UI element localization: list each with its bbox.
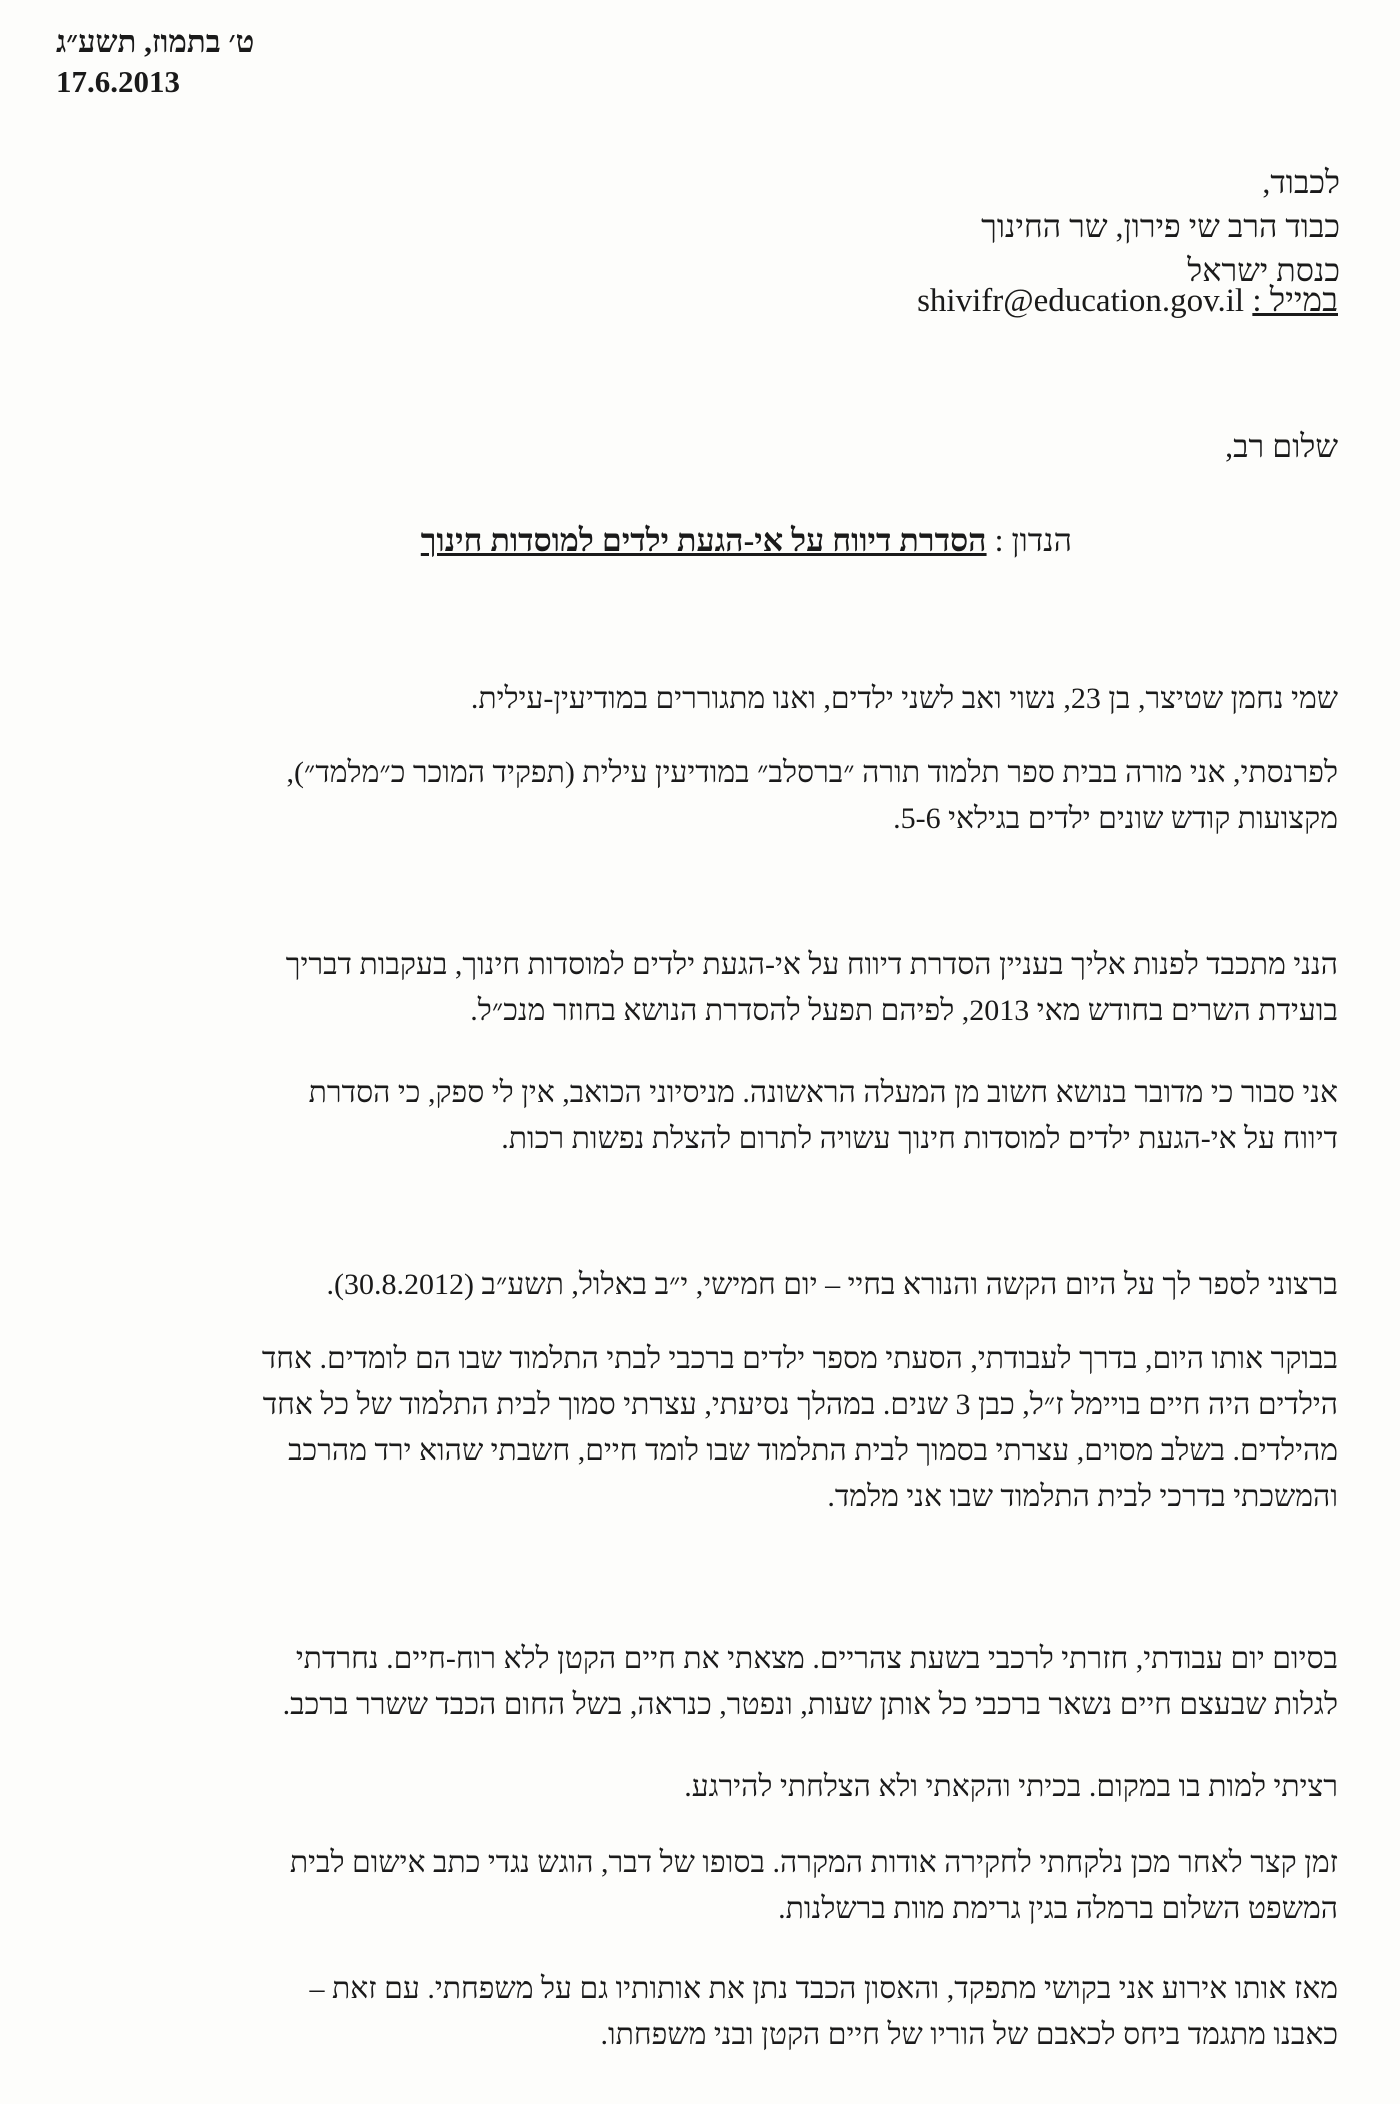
paragraph-line: אני סבור כי מדובר בנושא חשוב מן המעלה הראשונה. מניסיוני הכואב, אין לי ספק, כי הסדרת	[308, 1076, 1338, 1109]
paragraph	[58, 676, 1338, 722]
paragraph	[58, 1764, 1338, 1810]
paragraph-line: לגלות שבעצם חיים נשאר ברכבי כל אותן שעות, ונפטר, כנראה, בשל החום הכבד ששרר ברכב.	[282, 1688, 1338, 1721]
gregorian-date: 17.6.2013	[56, 64, 180, 99]
email-address: shivifr@education.gov.il	[917, 283, 1245, 319]
paragraph-line: מאז אותו אירוע אני בקושי מתפקד, והאסון הכבד נתן את אותותיו גם על משפחתי. עם זאת –	[309, 1972, 1338, 2005]
paragraph-line: בבוקר אותו היום, בדרך לעבודתי, הסעתי מספר ילדים ברכבי לבתי התלמוד שבו הם לומדים. אחד	[261, 1342, 1338, 1375]
subject-line	[421, 522, 1072, 559]
paragraph-line: ברצוני לספר לך על היום הקשה והנורא בחיי – יום חמישי, י״ב באלול, תשע״ב (30.8.2012).	[326, 1268, 1338, 1301]
paragraph-line: מקצועות קודש שונים ילדים בגילאי 5-6.	[893, 802, 1338, 835]
paragraph	[58, 750, 1338, 842]
date-block	[56, 22, 254, 102]
greeting: שלום רב,	[1225, 428, 1338, 464]
email-label: במייל :	[1252, 283, 1338, 319]
paragraph	[58, 1966, 1338, 2058]
paragraph-line: רציתי למות בו במקום. בכיתי והקאתי ולא הצלחתי להירגע.	[684, 1770, 1338, 1803]
addressee-line-3: כנסת ישראל	[1187, 252, 1340, 288]
paragraph	[58, 1840, 1338, 1932]
paragraph-line: שמי נחמן שטיצר, בן 23, נשוי ואב לשני ילדים, ואנו מתגוררים במודיעין-עילית.	[470, 682, 1338, 715]
addressee-line-1: לכבוד,	[1262, 164, 1340, 200]
paragraph-line: דיווח על אי-הגעת ילדים למוסדות חינוך עשויה לתרום להצלת נפשות רכות.	[501, 1122, 1338, 1155]
paragraph-line: זמן קצר לאחר מכן נלקחתי לחקירה אודות המקרה. בסופו של דבר, הוגש נגדי כתב אישום לבית	[289, 1846, 1338, 1879]
paragraph	[58, 1636, 1338, 1728]
paragraph-line: כאבנו מתגמד ביחס לכאבם של הוריו של חיים הקטן ובני משפחתו.	[600, 2018, 1338, 2051]
subject-text: הסדרת דיווח על אי-הגעת ילדים למוסדות חינוך	[420, 522, 987, 558]
paragraph-line: המשפט השלום ברמלה בגין גרימת מוות ברשלנות.	[778, 1892, 1338, 1925]
addressee-line-2: כבוד הרב שי פירון, שר החינוך	[981, 208, 1340, 244]
paragraph-line: לפרנסתי, אני מורה בבית ספר תלמוד תורה ״ברסלב״ במודיעין עילית (תפקיד המוכר כ״מלמד״),	[286, 756, 1338, 789]
paragraph-line: בועידת השרים בחודש מאי 2013, לפיהם תפעל להסדרת הנושא בחוזר מנכ״ל.	[470, 994, 1338, 1027]
email-line	[917, 283, 1338, 320]
paragraph	[58, 1070, 1338, 1162]
subject-prefix: הנדון :	[994, 522, 1072, 558]
hebrew-date: ט׳ בתמוז, תשע״ג	[56, 24, 255, 59]
paragraph-line: הנני מתכבד לפנות אליך בעניין הסדרת דיווח על אי-הגעת ילדים למוסדות חינוך, בעקבות דבריך	[285, 948, 1338, 981]
paragraph-line: בסיום יום עבודתי, חזרתי לרכבי בשעת צהריים. מצאתי את חיים הקטן ללא רוח-חיים. נחרדתי	[295, 1642, 1338, 1675]
paragraph	[58, 942, 1338, 1034]
paragraph-line: מהילדים. בשלב מסוים, עצרתי בסמוך לבית התלמוד שבו לומד חיים, חשבתי שהוא ירד מהרכב	[288, 1434, 1338, 1467]
paragraph	[58, 1336, 1338, 1520]
paragraph-line: והמשכתי בדרכי לבית התלמוד שבו אני מלמד.	[827, 1480, 1338, 1513]
paragraph-line: הילדים היה חיים בויימל ז״ל, כבן 3 שנים. במהלך נסיעתי, עצרתי סמוך לבית התלמוד של כל אחד	[262, 1388, 1338, 1421]
addressee-block	[981, 160, 1340, 292]
paragraph	[58, 1262, 1338, 1308]
